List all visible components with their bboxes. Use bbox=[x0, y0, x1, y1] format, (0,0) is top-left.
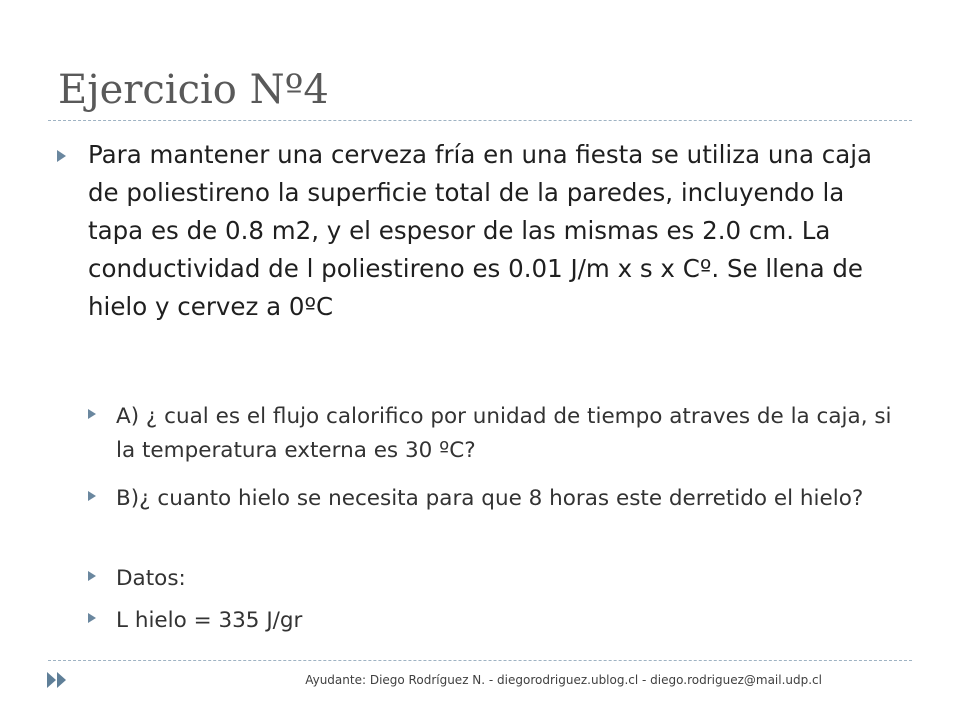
slide-title: Ejercicio Nº4 bbox=[58, 67, 329, 113]
sub-bullet-b-text: B)¿ cuanto hielo se necesita para que 8 horas este derretido el hielo? bbox=[116, 486, 864, 511]
sub-bullet-icon bbox=[88, 409, 96, 419]
sub-bullet-icon bbox=[88, 613, 96, 623]
footer-credits: Ayudante: Diego Rodríguez N. - diegorodriguez.ublog.cl - diego.rodriguez@mail.udp.cl bbox=[305, 673, 822, 687]
sub-bullet-icon bbox=[88, 571, 96, 581]
main-bullet-text: Para mantener una cerveza fría en una fiesta se utiliza una caja de poliestireno la superficie total de la paredes, incluyendo la tapa es de 0.8 m2, y el espesor de las mismas es 2.0 cm. La conductividad de l poliestireno es 0.01 J/m x s x Cº. Se llena de hielo y cervez a 0ºC bbox=[88, 140, 873, 321]
main-bullet-icon bbox=[57, 150, 66, 162]
sub-bullet-datos-text: Datos: bbox=[116, 566, 186, 591]
sub-bullet-icon bbox=[88, 491, 96, 501]
footer-divider bbox=[48, 660, 912, 661]
title-divider bbox=[48, 120, 912, 121]
sub-bullet-a-text: A) ¿ cual es el flujo calorifico por unidad de tiempo atraves de la caja, si la temperatura externa es 30 ºC? bbox=[116, 404, 892, 463]
sub-bullet-lhielo-text: L hielo = 335 J/gr bbox=[116, 608, 303, 633]
